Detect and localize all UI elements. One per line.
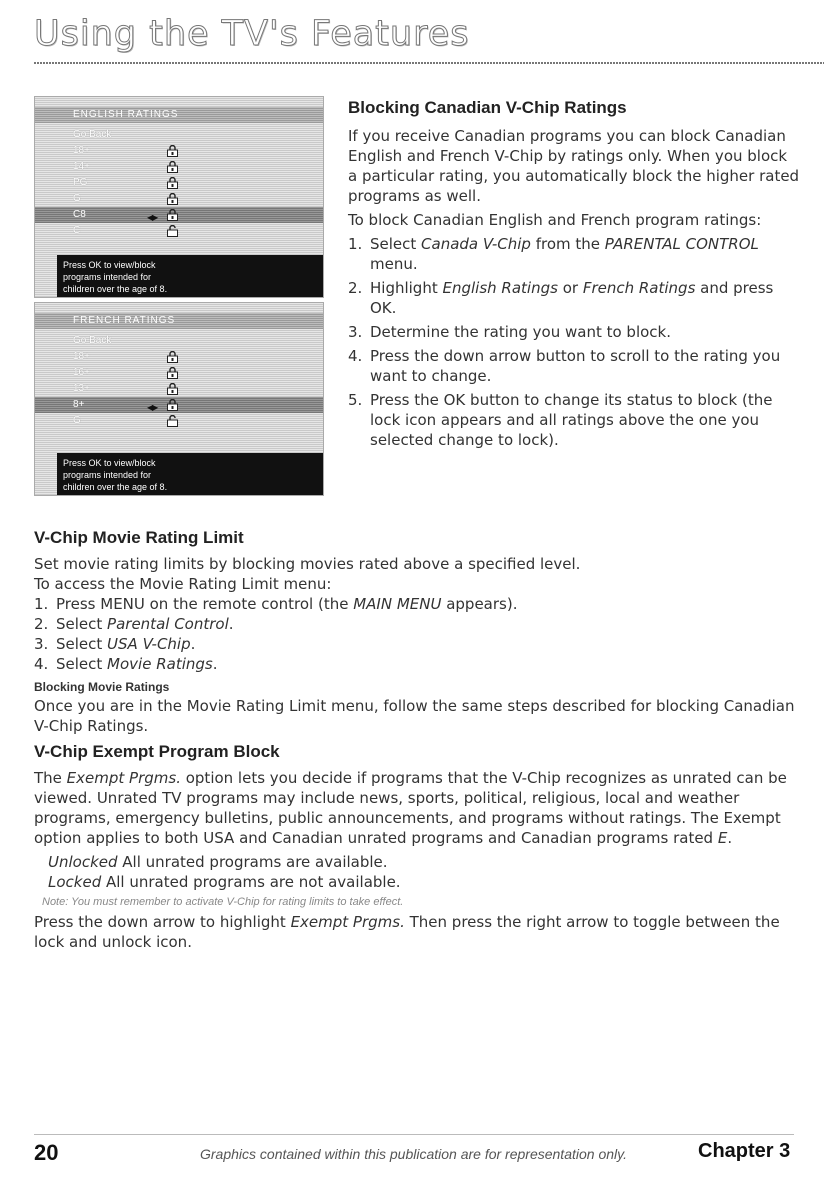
step-number: 1.	[34, 595, 49, 613]
step-text: Select	[56, 615, 108, 633]
help-line: programs intended for	[63, 470, 152, 480]
step-text: Highlight	[370, 279, 443, 297]
page-title: Using the TV's Features	[34, 14, 470, 54]
paragraph	[34, 768, 804, 848]
step	[348, 234, 800, 274]
step-text: Press the down arrow button to scroll to the rating you want to change.	[370, 347, 781, 385]
footer-note: Graphics contained within this publication are for representation only.	[200, 1146, 627, 1162]
term: Unlocked	[48, 853, 118, 871]
menu-item[interactable]	[35, 143, 323, 159]
step-number: 1.	[348, 235, 363, 253]
step-term: Movie Ratings	[107, 655, 213, 673]
footer-divider	[34, 1134, 794, 1135]
term: E	[717, 829, 728, 847]
step-term: French Ratings	[582, 279, 696, 297]
step-text: Press the OK button to change its status to block (the lock icon appears and all ratings above the one you selected change to lock).	[370, 391, 773, 449]
unlock-icon	[167, 225, 177, 236]
menu-item-label: PG	[73, 177, 88, 188]
text: .	[727, 829, 733, 847]
menu-item-label: 14+	[73, 161, 90, 172]
menu-item-label: G	[73, 415, 81, 426]
title-divider	[34, 62, 824, 64]
lock-icon	[167, 209, 177, 220]
help-line: children over the age of 8.	[63, 482, 168, 492]
menu-help-text	[57, 255, 323, 297]
section-heading: Blocking Canadian V-Chip Ratings	[348, 98, 627, 117]
option-unlocked	[34, 852, 804, 872]
menu-item[interactable]	[35, 191, 323, 207]
paragraph: Once you are in the Movie Rating Limit menu, follow the same steps described for blocking Canadian V-Chip Ratings.	[34, 697, 795, 735]
menu-item[interactable]	[35, 365, 323, 381]
menu-item-label: 16+	[73, 367, 90, 378]
paragraph: To block Canadian English and French program ratings:	[348, 211, 762, 229]
menu-item[interactable]	[35, 413, 323, 429]
menu-list	[35, 333, 323, 429]
lock-icon	[167, 161, 177, 172]
step-number: 2.	[348, 279, 363, 297]
term: Locked	[48, 873, 102, 891]
step-text: from the	[530, 235, 605, 253]
menu-item[interactable]	[35, 397, 323, 413]
menu-item[interactable]	[35, 127, 323, 143]
menu-item-label: C8	[73, 209, 86, 220]
step-text: Select	[370, 235, 422, 253]
step-text: Press MENU on the remote control (the	[56, 595, 354, 613]
step	[34, 654, 804, 674]
step	[34, 594, 804, 614]
menu-item-label: Go Back	[73, 129, 112, 140]
menu-item[interactable]	[35, 175, 323, 191]
step-term: USA V-Chip	[107, 635, 191, 653]
text: Press the down arrow to highlight	[34, 913, 291, 931]
step	[34, 634, 804, 654]
chapter-label: Chapter 3	[698, 1140, 791, 1162]
menu-item-label: 8+	[73, 399, 85, 410]
menu-item-label: Go Back	[73, 335, 112, 346]
step-number: 4.	[348, 347, 363, 365]
lock-icon	[167, 351, 177, 362]
canadian-ratings-section	[348, 98, 800, 454]
step-text: menu.	[370, 255, 418, 273]
step-number: 3.	[348, 323, 363, 341]
menu-item-label: 13+	[73, 383, 90, 394]
step-text: Determine the rating you want to block.	[370, 323, 672, 341]
help-line: Press OK to view/block	[63, 458, 156, 468]
step	[348, 278, 800, 318]
menu-header: FRENCH RATINGS	[35, 313, 323, 329]
french-ratings-menu	[34, 302, 324, 496]
selection-arrows-icon: ◀▶	[147, 213, 158, 222]
lock-icon	[167, 193, 177, 204]
step-text: Select	[56, 635, 108, 653]
help-line: programs intended for	[63, 272, 152, 282]
step-text: or	[557, 279, 583, 297]
menu-item[interactable]	[35, 159, 323, 175]
paragraph	[34, 912, 804, 952]
step-number: 4.	[34, 655, 49, 673]
menu-item-label: G	[73, 193, 81, 204]
lock-icon	[167, 145, 177, 156]
paragraph: Set movie rating limits by blocking movies rated above a specified level.	[34, 555, 581, 573]
term: Exempt Prgms.	[290, 913, 405, 931]
step	[348, 346, 800, 386]
english-ratings-menu	[34, 96, 324, 298]
menu-item[interactable]	[35, 333, 323, 349]
sub-heading: Blocking Movie Ratings	[34, 680, 170, 694]
step-number: 2.	[34, 615, 49, 633]
menu-item-label: 18+	[73, 145, 90, 156]
text: Then press the right arrow to toggle between the lock and unlock icon.	[34, 913, 780, 951]
section-heading: V-Chip Exempt Program Block	[34, 742, 280, 761]
step	[348, 322, 800, 342]
step-text: .	[212, 655, 218, 673]
menu-item[interactable]	[35, 207, 323, 223]
menu-item-label: C	[73, 225, 81, 236]
step-number: 3.	[34, 635, 49, 653]
text: The	[34, 769, 67, 787]
lock-icon	[167, 177, 177, 188]
menu-item-label: 18+	[73, 351, 90, 362]
unlock-icon	[167, 415, 177, 426]
lower-content	[34, 528, 804, 952]
step-term: PARENTAL CONTROL	[604, 235, 759, 253]
section-heading: V-Chip Movie Rating Limit	[34, 528, 244, 547]
step-text: .	[228, 615, 234, 633]
step-text: Select	[56, 655, 108, 673]
option-locked	[34, 872, 804, 892]
step-term: Canada V-Chip	[421, 235, 531, 253]
text: All unrated programs are not available.	[101, 873, 401, 891]
step-text: appears).	[441, 595, 518, 613]
term: Exempt Prgms.	[66, 769, 181, 787]
step-text: .	[190, 635, 196, 653]
paragraph: To access the Movie Rating Limit menu:	[34, 575, 332, 593]
lock-icon	[167, 399, 177, 410]
step-text: and press OK.	[370, 279, 774, 317]
menu-list	[35, 127, 323, 239]
help-line: children over the age of 8.	[63, 284, 168, 294]
steps-list	[348, 234, 800, 450]
menu-item[interactable]	[35, 349, 323, 365]
step-number: 5.	[348, 391, 363, 409]
note: Note: You must remember to activate V-Chip for rating limits to take effect.	[42, 896, 404, 908]
step-term: MAIN MENU	[353, 595, 442, 613]
lock-icon	[167, 383, 177, 394]
help-line: Press OK to view/block	[63, 260, 156, 270]
step-term: Parental Control	[107, 615, 229, 633]
text: All unrated programs are available.	[117, 853, 388, 871]
lock-icon	[167, 367, 177, 378]
text: option lets you decide if programs that the V-Chip recognizes as unrated can be viewed. Unrated TV programs may include news, sports, political, religious, local and weather programs, emergency bulletins, public announcements, and programs without ratings. The Exempt option applies to both USA and Canadian unrated programs and Canadian programs rated	[34, 769, 787, 847]
step	[34, 614, 804, 634]
step	[348, 390, 800, 450]
paragraph: If you receive Canadian programs you can block Canadian English and French V-Chip by ratings only. When you block a particular rating, you automatically block the higher rated programs as well.	[348, 127, 800, 205]
menu-item[interactable]	[35, 381, 323, 397]
step-term: English Ratings	[442, 279, 558, 297]
menu-header: ENGLISH RATINGS	[35, 107, 323, 123]
menu-help-text	[57, 453, 323, 495]
selection-arrows-icon: ◀▶	[147, 403, 158, 412]
page-number: 20	[34, 1140, 59, 1165]
menu-item[interactable]	[35, 223, 323, 239]
